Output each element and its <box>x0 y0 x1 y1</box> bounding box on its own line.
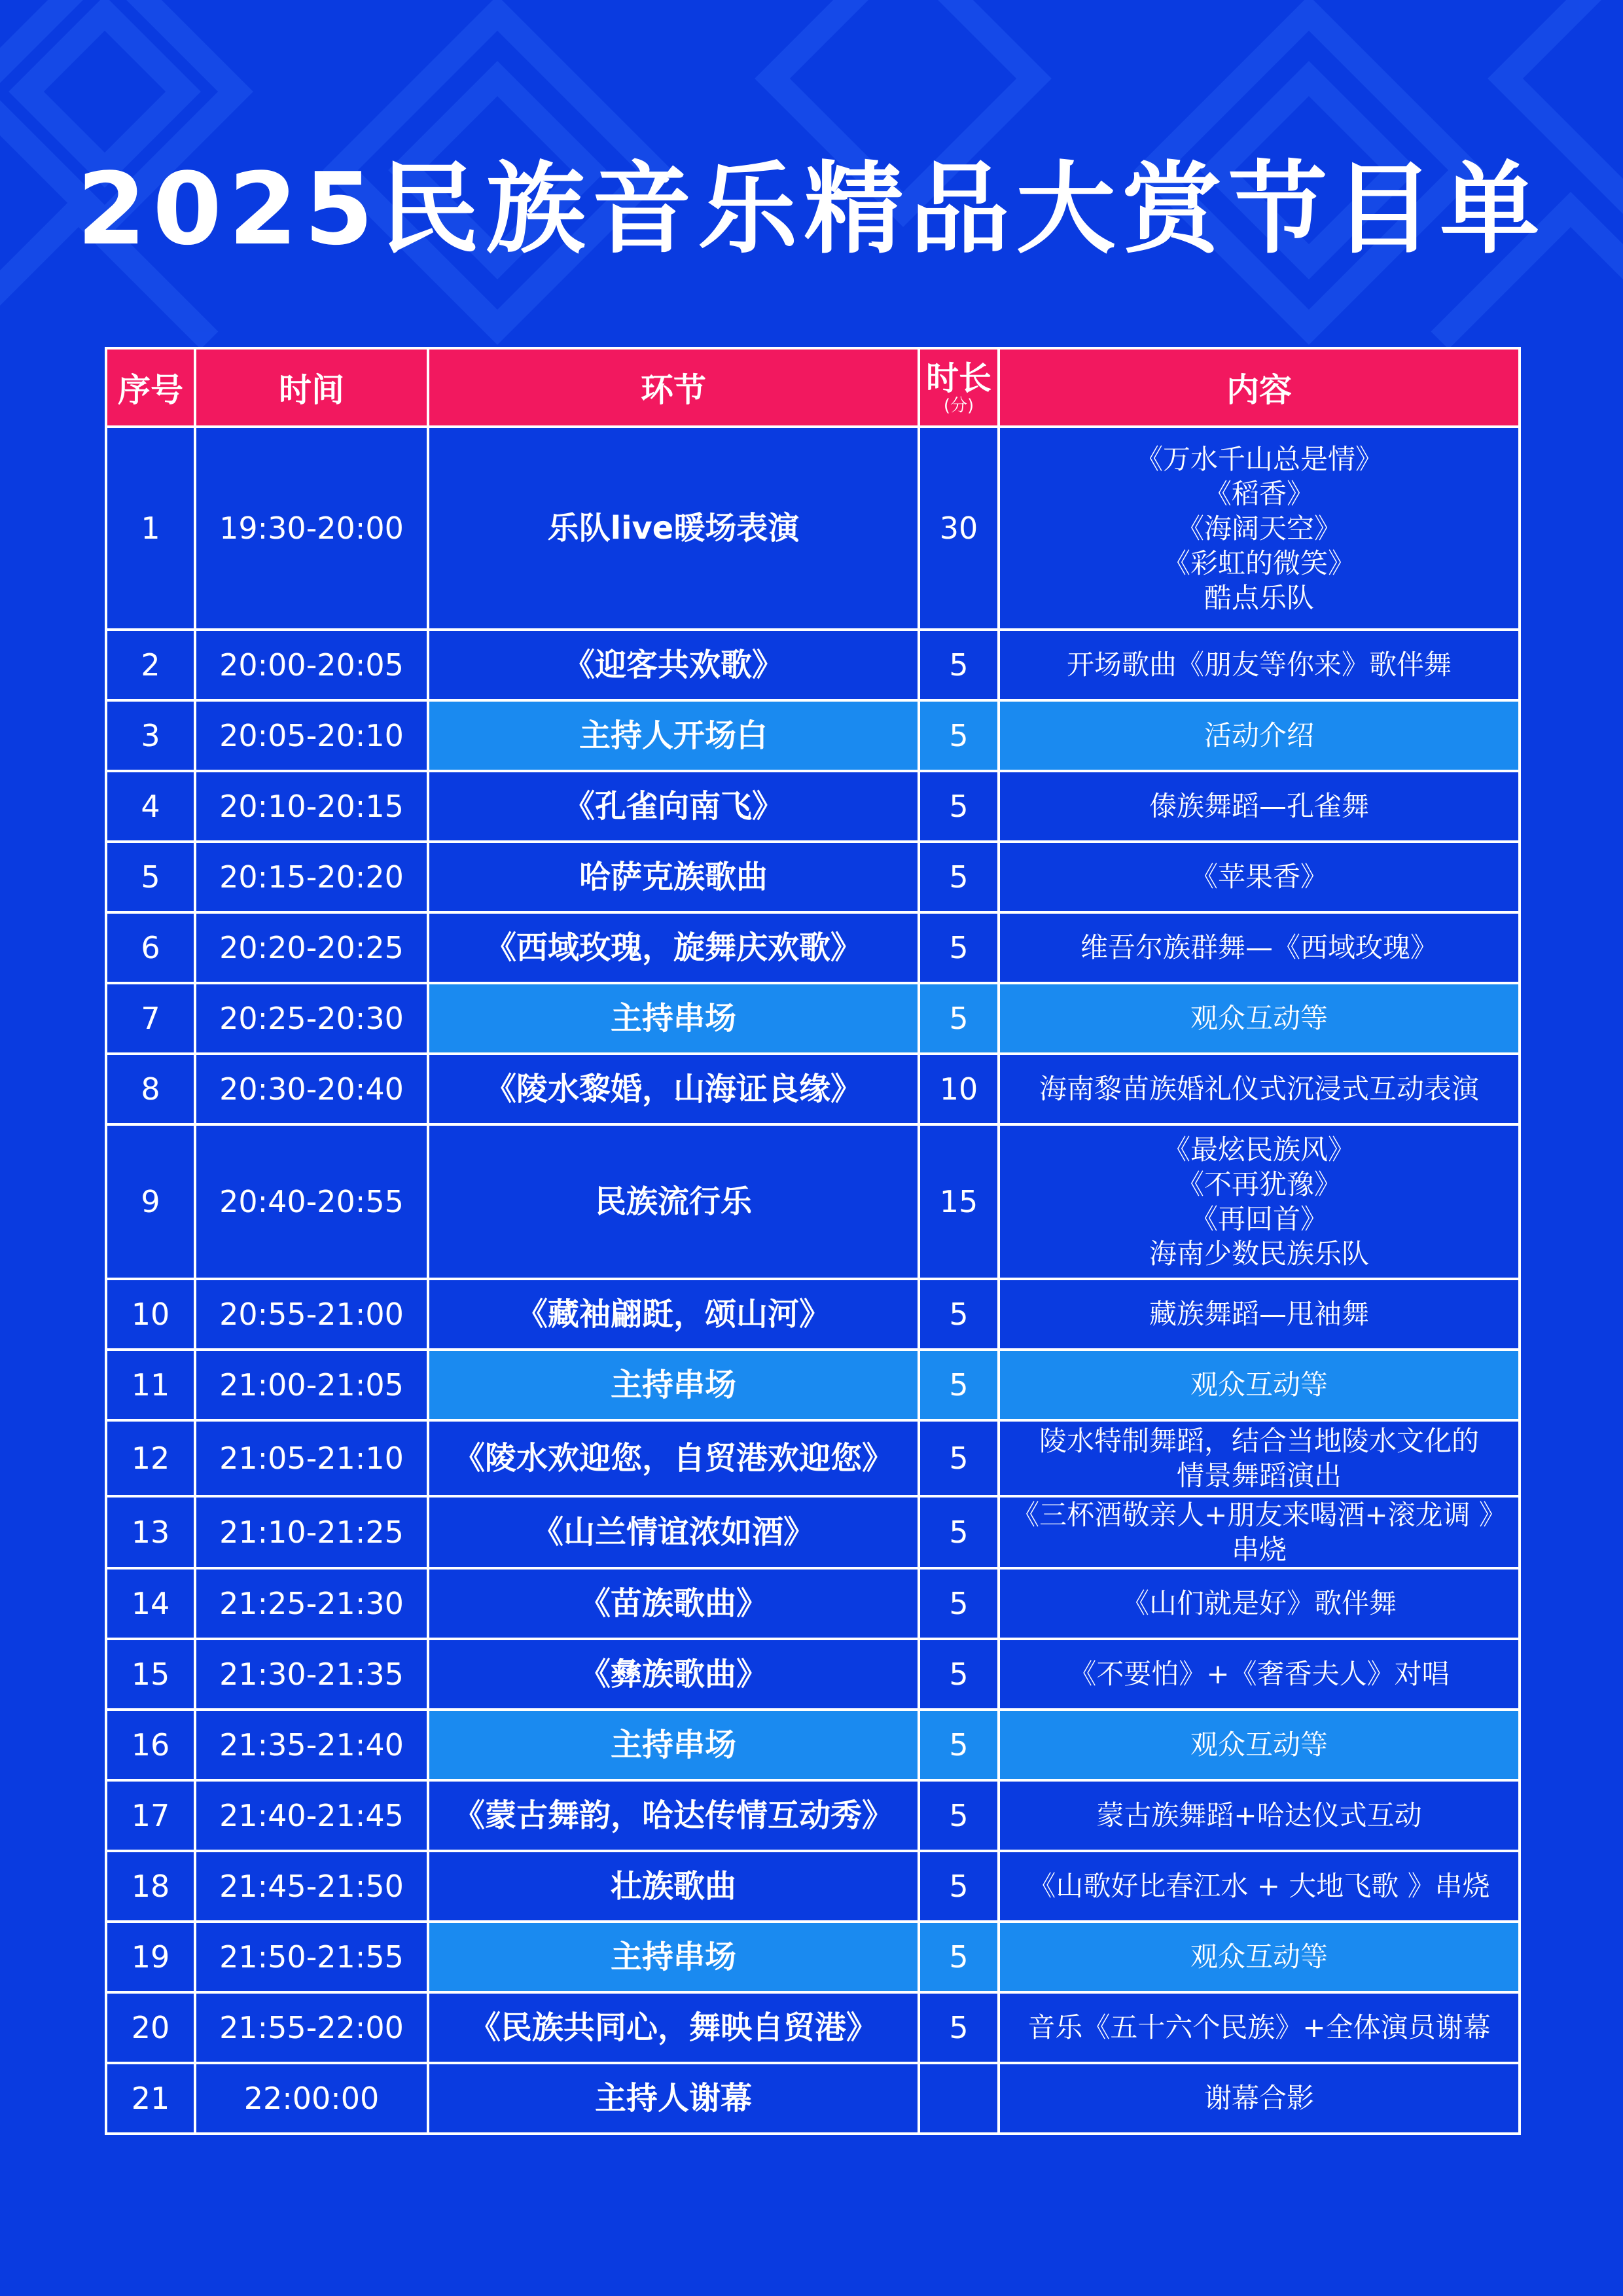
table-row <box>106 1922 1520 1992</box>
row-content-line: 陵水特制舞蹈，结合当地陵水文化的 <box>1039 1425 1479 1457</box>
row-content-line: 蒙古族舞蹈+哈达仪式互动 <box>1096 1799 1422 1831</box>
row-content-line: 傣族舞蹈—孔雀舞 <box>1149 790 1369 822</box>
row-duration: 5 <box>919 700 999 771</box>
header-duration-label: 时长 <box>926 359 991 397</box>
row-time: 20:15-20:20 <box>195 842 428 912</box>
row-time: 21:50-21:55 <box>195 1922 428 1992</box>
row-time: 21:40-21:45 <box>195 1780 428 1851</box>
row-content <box>999 771 1520 842</box>
row-index: 8 <box>106 1054 195 1124</box>
row-index: 19 <box>106 1922 195 1992</box>
program-table <box>105 347 1521 2135</box>
row-time: 20:10-20:15 <box>195 771 428 842</box>
row-content-line: 《不要怕》+《奢香夫人》对唱 <box>1069 1658 1450 1690</box>
row-duration: 15 <box>919 1124 999 1279</box>
row-content-line: 《山歌好比春江水 + 大地飞歌 》串烧 <box>1028 1870 1490 1902</box>
row-segment: 主持人开场白 <box>428 700 919 771</box>
row-duration: 5 <box>919 983 999 1054</box>
row-index: 18 <box>106 1851 195 1922</box>
row-time: 21:55-22:00 <box>195 1992 428 2063</box>
row-segment: 哈萨克族歌曲 <box>428 842 919 912</box>
row-content <box>999 1710 1520 1780</box>
table-row <box>106 1780 1520 1851</box>
row-duration: 10 <box>919 1054 999 1124</box>
row-segment: 《蒙古舞韵，哈达传情互动秀》 <box>428 1780 919 1851</box>
row-segment: 《彝族歌曲》 <box>428 1639 919 1710</box>
row-time: 21:30-21:35 <box>195 1639 428 1710</box>
row-index: 4 <box>106 771 195 842</box>
table-row <box>106 427 1520 630</box>
row-content <box>999 1568 1520 1639</box>
row-duration: 5 <box>919 1350 999 1420</box>
row-content <box>999 700 1520 771</box>
row-segment: 《民族共同心，舞映自贸港》 <box>428 1992 919 2063</box>
row-duration: 5 <box>919 912 999 983</box>
row-time: 21:45-21:50 <box>195 1851 428 1922</box>
row-content-line: 《再回首》 <box>1190 1203 1328 1235</box>
row-content-line: 海南黎苗族婚礼仪式沉浸式互动表演 <box>1039 1073 1479 1105</box>
header-duration-unit: (分) <box>943 396 974 416</box>
row-content-line: 酷点乐队 <box>1204 581 1314 614</box>
row-index: 6 <box>106 912 195 983</box>
row-duration: 5 <box>919 1922 999 1992</box>
row-segment: 主持人谢幕 <box>428 2063 919 2134</box>
row-content-line: 活动介绍 <box>1204 719 1314 751</box>
table-row <box>106 912 1520 983</box>
row-time: 20:20-20:25 <box>195 912 428 983</box>
row-duration: 5 <box>919 1710 999 1780</box>
row-index: 17 <box>106 1780 195 1851</box>
row-index: 15 <box>106 1639 195 1710</box>
row-time: 21:35-21:40 <box>195 1710 428 1780</box>
table-row <box>106 1054 1520 1124</box>
row-segment: 《山兰情谊浓如酒》 <box>428 1496 919 1568</box>
row-index: 1 <box>106 427 195 630</box>
row-content <box>999 1639 1520 1710</box>
row-duration <box>919 2063 999 2134</box>
row-time: 21:05-21:10 <box>195 1420 428 1496</box>
page-title: 2025民族音乐精品大赏节目单 <box>77 151 1546 267</box>
row-index: 5 <box>106 842 195 912</box>
row-content <box>999 630 1520 700</box>
row-segment: 壮族歌曲 <box>428 1851 919 1922</box>
row-index: 16 <box>106 1710 195 1780</box>
row-segment: 主持串场 <box>428 983 919 1054</box>
table-row <box>106 1496 1520 1568</box>
header-time: 时间 <box>195 348 428 427</box>
row-time: 21:25-21:30 <box>195 1568 428 1639</box>
row-time: 20:25-20:30 <box>195 983 428 1054</box>
row-content <box>999 427 1520 630</box>
row-duration: 5 <box>919 1992 999 2063</box>
row-content <box>999 1420 1520 1496</box>
row-segment: 主持串场 <box>428 1350 919 1420</box>
row-index: 21 <box>106 2063 195 2134</box>
row-content-line: 观众互动等 <box>1190 1002 1328 1034</box>
row-time: 20:55-21:00 <box>195 1279 428 1350</box>
row-content <box>999 2063 1520 2134</box>
row-content <box>999 1851 1520 1922</box>
row-segment: 《陵水欢迎您，自贸港欢迎您》 <box>428 1420 919 1496</box>
row-time: 20:00-20:05 <box>195 630 428 700</box>
table-row <box>106 983 1520 1054</box>
row-index: 3 <box>106 700 195 771</box>
table-row <box>106 700 1520 771</box>
header-segment: 环节 <box>428 348 919 427</box>
row-content-line: 《稻香》 <box>1204 477 1314 510</box>
row-content-line: 音乐《五十六个民族》+全体演员谢幕 <box>1027 2011 1491 2043</box>
row-content-line: 串烧 <box>1231 1534 1287 1566</box>
header-index: 序号 <box>106 348 195 427</box>
row-content-line: 《山们就是好》歌伴舞 <box>1121 1587 1397 1619</box>
table-row <box>106 630 1520 700</box>
row-content <box>999 912 1520 983</box>
row-index: 13 <box>106 1496 195 1568</box>
header-content: 内容 <box>999 348 1520 427</box>
row-content-line: 《不再犹豫》 <box>1176 1168 1342 1200</box>
row-content-line: 《三杯酒敬亲人+朋友来喝酒+滚龙调 》 <box>1012 1499 1507 1531</box>
row-duration: 5 <box>919 771 999 842</box>
row-content-line: 《苹果香》 <box>1190 861 1328 893</box>
row-content <box>999 1780 1520 1851</box>
row-index: 12 <box>106 1420 195 1496</box>
row-time: 20:05-20:10 <box>195 700 428 771</box>
row-segment: 《孔雀向南飞》 <box>428 771 919 842</box>
row-content <box>999 842 1520 912</box>
row-content <box>999 983 1520 1054</box>
row-content-line: 海南少数民族乐队 <box>1149 1238 1369 1270</box>
row-content <box>999 1992 1520 2063</box>
row-segment: 《陵水黎婚，山海证良缘》 <box>428 1054 919 1124</box>
row-time: 21:10-21:25 <box>195 1496 428 1568</box>
table-row <box>106 1639 1520 1710</box>
row-index: 11 <box>106 1350 195 1420</box>
table-row <box>106 1420 1520 1496</box>
table-header-row <box>106 348 1520 427</box>
row-time: 20:30-20:40 <box>195 1054 428 1124</box>
row-index: 20 <box>106 1992 195 2063</box>
row-segment: 主持串场 <box>428 1710 919 1780</box>
row-content <box>999 1350 1520 1420</box>
row-index: 10 <box>106 1279 195 1350</box>
row-index: 7 <box>106 983 195 1054</box>
row-content <box>999 1279 1520 1350</box>
table-row <box>106 1350 1520 1420</box>
row-content-line: 《最炫民族风》 <box>1162 1134 1355 1166</box>
row-time: 19:30-20:00 <box>195 427 428 630</box>
row-segment: 《迎客共欢歌》 <box>428 630 919 700</box>
row-duration: 5 <box>919 842 999 912</box>
row-content-line: 观众互动等 <box>1190 1729 1328 1761</box>
row-time: 20:40-20:55 <box>195 1124 428 1279</box>
header-duration <box>919 348 999 427</box>
row-duration: 5 <box>919 1279 999 1350</box>
row-content <box>999 1922 1520 1992</box>
row-duration: 5 <box>919 1568 999 1639</box>
row-segment: 《苗族歌曲》 <box>428 1568 919 1639</box>
table-row <box>106 771 1520 842</box>
row-content-line: 谢幕合影 <box>1204 2082 1314 2114</box>
row-content-line: 藏族舞蹈—甩袖舞 <box>1149 1298 1369 1330</box>
row-content-line: 观众互动等 <box>1190 1941 1328 1973</box>
row-content-line: 《彩虹的微笑》 <box>1162 547 1355 579</box>
row-content <box>999 1496 1520 1568</box>
table-row <box>106 1851 1520 1922</box>
row-content-line: 维吾尔族群舞—《西域玫瑰》 <box>1080 931 1438 963</box>
row-content-line: 《海阔天空》 <box>1176 512 1342 545</box>
row-segment: 《西域玫瑰，旋舞庆欢歌》 <box>428 912 919 983</box>
row-duration: 5 <box>919 630 999 700</box>
row-content <box>999 1124 1520 1279</box>
row-segment: 乐队live暖场表演 <box>428 427 919 630</box>
row-segment: 主持串场 <box>428 1922 919 1992</box>
row-index: 2 <box>106 630 195 700</box>
row-time: 22:00:00 <box>195 2063 428 2134</box>
table-row <box>106 1710 1520 1780</box>
row-content-line: 《万水千山总是情》 <box>1135 442 1383 475</box>
row-index: 9 <box>106 1124 195 1279</box>
row-duration: 5 <box>919 1639 999 1710</box>
row-content-line: 观众互动等 <box>1190 1369 1328 1401</box>
row-duration: 5 <box>919 1780 999 1851</box>
row-time: 21:00-21:05 <box>195 1350 428 1420</box>
row-content-line: 情景舞蹈演出 <box>1176 1460 1342 1492</box>
table-row <box>106 1568 1520 1639</box>
row-content-line: 开场歌曲《朋友等你来》歌伴舞 <box>1066 649 1452 681</box>
table-row <box>106 1992 1520 2063</box>
row-index: 14 <box>106 1568 195 1639</box>
row-content <box>999 1054 1520 1124</box>
row-segment: 民族流行乐 <box>428 1124 919 1279</box>
row-duration: 5 <box>919 1420 999 1496</box>
row-duration: 5 <box>919 1851 999 1922</box>
row-segment: 《藏袖翩跹，颂山河》 <box>428 1279 919 1350</box>
row-duration: 30 <box>919 427 999 630</box>
row-duration: 5 <box>919 1496 999 1568</box>
table-row <box>106 2063 1520 2134</box>
table-row <box>106 1279 1520 1350</box>
table-row <box>106 1124 1520 1279</box>
table-row <box>106 842 1520 912</box>
